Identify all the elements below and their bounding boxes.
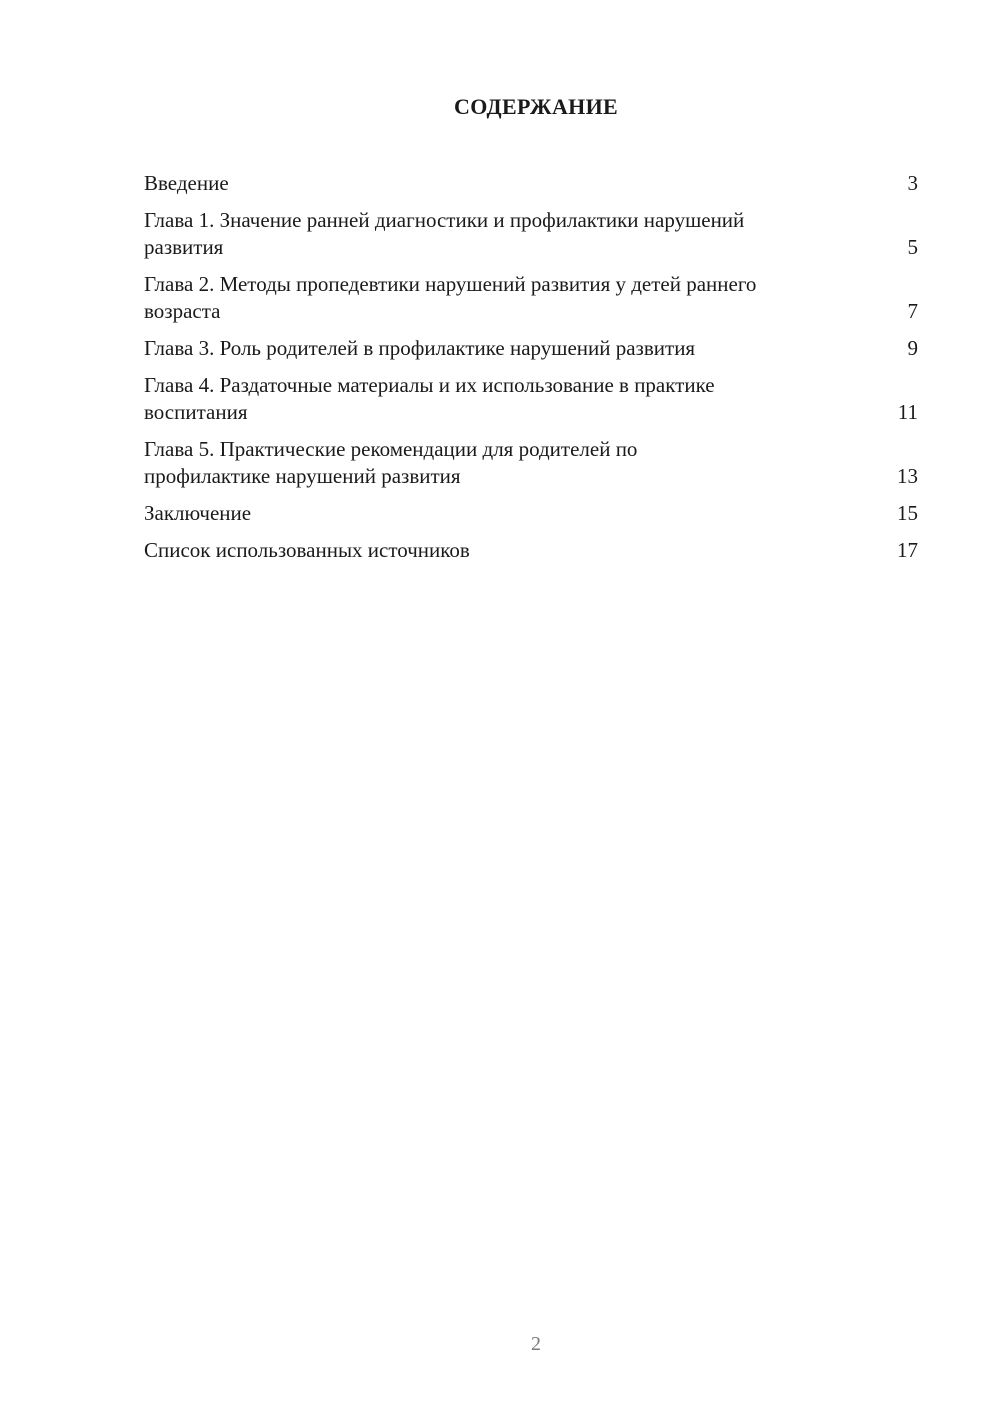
toc-item-page: 13 [897, 464, 918, 488]
page-number: 2 [531, 1333, 541, 1355]
toc-item-page: 17 [897, 538, 918, 562]
toc-item-chapter-2 [144, 271, 918, 325]
toc-item-text: Глава 5. Практические рекомендации для родителей по профилактике нарушений развития [144, 437, 638, 488]
toc-item-chapter-3 [144, 335, 918, 362]
toc-item-chapter-4 [144, 372, 918, 426]
toc-item-conclusion [144, 500, 918, 527]
toc-item-page: 11 [897, 400, 918, 424]
toc-item-text: Глава 4. Раздаточные материалы и их использование в практике воспитания [144, 373, 715, 424]
toc-item-text: Введение [144, 171, 229, 195]
toc-item-text: Глава 1. Значение ранней диагностики и профилактики нарушений развития [144, 208, 745, 259]
toc-item-introduction [144, 170, 918, 197]
toc-item-chapter-1 [144, 207, 918, 261]
toc-item-page: 15 [897, 501, 918, 525]
toc-item-page: 3 [907, 171, 918, 195]
toc-item-page: 5 [907, 235, 918, 259]
table-of-contents [144, 170, 918, 574]
toc-item-page: 9 [907, 336, 918, 360]
toc-item-text: Глава 3. Роль родителей в профилактике нарушений развития [144, 336, 696, 360]
toc-item-text: Список использованных источников [144, 538, 470, 562]
toc-title: СОДЕРЖАНИЕ [454, 94, 618, 119]
toc-item-text: Глава 2. Методы пропедевтики нарушений развития у детей раннего возраста [144, 272, 757, 323]
toc-item-page: 7 [907, 299, 918, 323]
toc-item-chapter-5 [144, 436, 918, 490]
toc-item-references [144, 537, 918, 564]
toc-item-text: Заключение [144, 501, 252, 525]
